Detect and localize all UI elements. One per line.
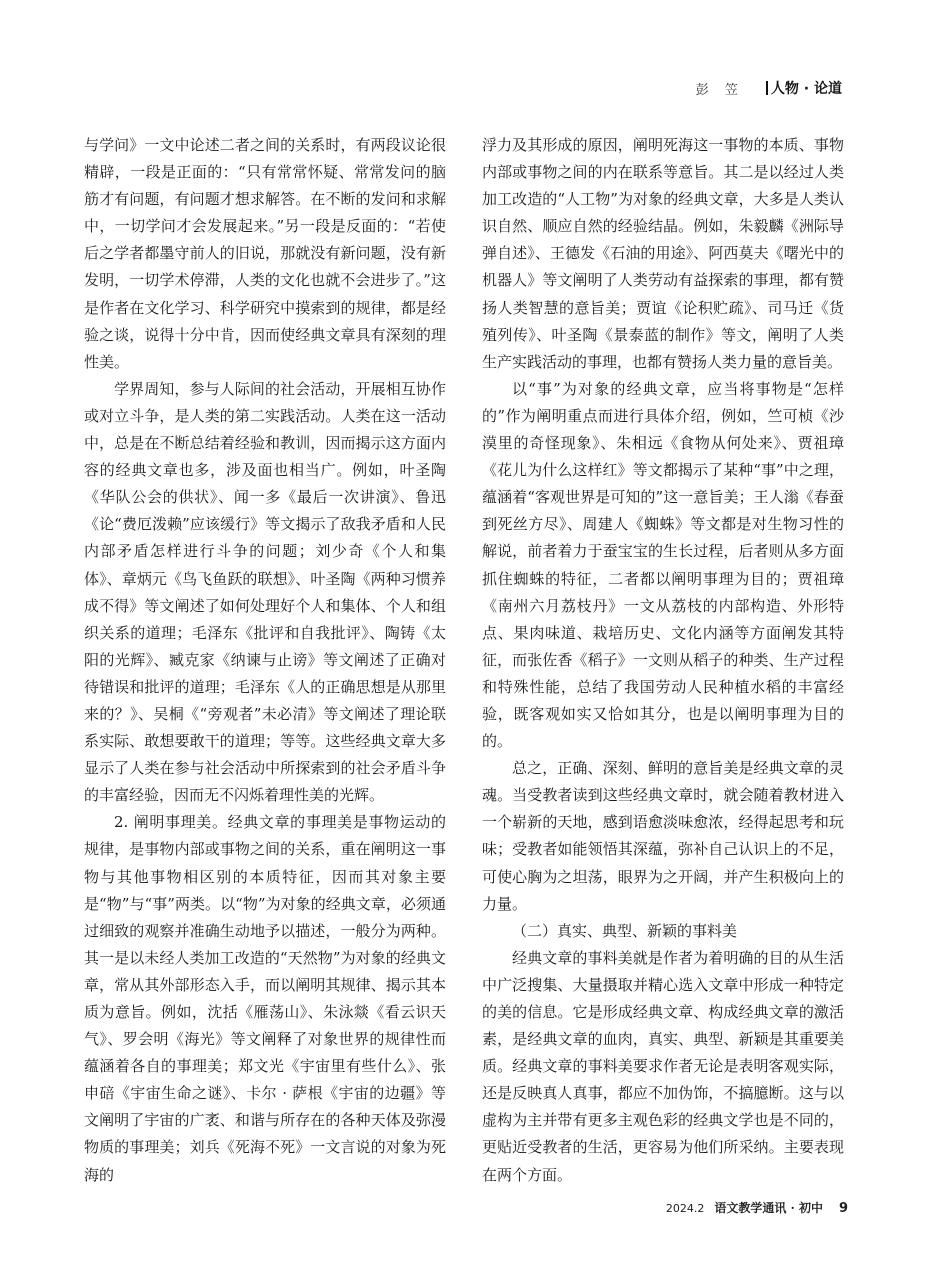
header-section	[766, 78, 842, 98]
right-column	[482, 132, 844, 1189]
header-author: 彭 笠	[695, 82, 744, 98]
running-footer	[666, 1199, 848, 1216]
section-bar	[766, 81, 768, 95]
paragraph: 经典文章的事料美就是作者为着明确的目的从生活中广泛搜集、大量摄取并精心选入文章中形成一种特定的美的信息。它是形成经典文章、构成经典文章的激活素，是经典文章的血肉，真实、典型、新颖是其重要美质。经典文章的事料美要求作者无论是表明客观实际，还是反映真人真事，都应不加伪饰，不搞臆断。这与以虚构为主并带有更多主观色彩的经典文学也是不同的，更贴近受教者的生活，更容易为他们所采纳。主要表现在两个方面。	[482, 948, 844, 1184]
paragraph: 2. 阐明事理美。经典文章的事理美是事物运动的规律，是事物内部或事物之间的关系，重在阐明这一事物与其他事物相区别的本质特征，因而其对象主要是“物”与“事”两类。以“物”为对象的经典文章，必须通过细致的观察并准确生动地予以描述，一般分为两种。其一是以未经人类加工改造的“天然物”为对象的经典文章，常从其外部形态入手，而以阐明其规律、揭示其本质为意旨。例如，沈括《雁荡山》、朱泳燚《看云识天气》、罗会明《海光》等文阐释了对象世界的规律性而蕴涵着各自的事理美；郑文光《宇宙里有些什么》、张申碚《宇宙生命之谜》、卡尔 · 萨根《宇宙的边疆》等文阐明了宇宙的广袤、和谐与所存在的各种天体及弥漫物质的事理美；刘兵《死海不死》一文言说的对象为死海的	[84, 813, 446, 1184]
paragraph: 与学问》一文中论述二者之间的关系时，有两段议论很精辟，一段是正面的：“只有常常怀疑、常常发问的脑筋才有问题，有问题才想求解答。在不断的发问和求解中，一切学问才会发展起来。”另一段是反面的：“若使后之学者都墨守前人的旧说，那就没有新问题，没有新发明，一切学术停滞，人类的文化也就不会进步了。”这是作者在文化学习、科学研究中摸索到的规律，都是经验之谈，说得十分中肯，因而使经典文章具有深刻的理性美。	[84, 136, 446, 371]
running-header	[696, 78, 842, 98]
header-section-label: 人物 · 论道	[770, 81, 842, 97]
footer-issue: 2024.2	[665, 1202, 705, 1215]
footer-journal: 语文教学通讯 · 初中	[714, 1201, 823, 1215]
left-column	[84, 132, 446, 1189]
paragraph: 浮力及其形成的原因，阐明死海这一事物的本质、事物内部或事物之间的内在联系等意旨。其二是以经过人类加工改造的“人工物”为对象的经典文章，大多是人类认识自然、顺应自然的经验结晶。例如，朱毅麟《洲际导弹自述》、王德发《石油的用途》、阿西莫夫《曙光中的机器人》等文阐明了人类劳动有益探索的事理，都有赞扬人类智慧的意旨美；贾谊《论积贮疏》、司马迁《货殖列传》、叶圣陶《景泰蓝的制作》等文，阐明了人类生产实践活动的事理，也都有赞扬人类力量的意旨美。	[482, 136, 844, 371]
paragraph: 以“事”为对象的经典文章，应当将事物是“怎样的”作为阐明重点而进行具体介绍，例如，竺可桢《沙漠里的奇怪现象》、朱相远《食物从何处来》、贾祖璋《花儿为什么这样红》等文都揭示了某种“事”中之理，蕴涵着“客观世界是可知的”这一意旨美；王人滃《春蚕到死丝方尽》、周建人《蜘蛛》等文都是对生物习性的解说，前者着力于蚕宝宝的生长过程，后者则从多方面抓住蜘蛛的特征，二者都以阐明事理为目的；贾祖璋《南州六月荔枝丹》一文从荔枝的内部构造、外形特点、果肉味道、栽培历史、文化内涵等方面阐发其特征，而张佐香《稻子》一文则从稻子的种类、生产过程和特殊性能，总结了我国劳动人民种植水稻的丰富经验，既客观如实又恰如其分，也是以阐明事理为目的的。	[482, 379, 844, 751]
paragraph: 学界周知，参与人际间的社会活动，开展相互协作或对立斗争，是人类的第二实践活动。人类在这一活动中，总是在不断总结着经验和教训，因而揭示这方面内容的经典文章也多，涉及面也相当广。例如，叶圣陶《华队公会的供状》、闻一多《最后一次讲演》、鲁迅《论“费厄泼赖”应该缓行》等文揭示了敌我矛盾和人民内部矛盾怎样进行斗争的问题；刘少奇《个人和集体》、章炳元《鸟飞鱼跃的联想》、叶圣陶《两种习惯养成不得》等文阐述了如何处理好个人和集体、个人和组织关系的道理；毛泽东《批评和自我批评》、陶铸《太阳的光辉》、臧克家《纳谏与止谤》等文阐述了正确对待错误和批评的道理；毛泽东《人的正确思想是从那里来的？》、吴桐《“旁观者”未必清》等文阐述了理论联系实际、敢想要敢干的道理；等等。这些经典文章大多显示了人类在参与社会活动中所探索到的社会矛盾斗争的丰富经验，因而无不闪烁着理性美的光辉。	[84, 379, 446, 805]
page-number: 9	[838, 1201, 848, 1216]
article-body	[84, 132, 844, 1189]
paragraph: 总之，正确、深刻、鲜明的意旨美是经典文章的灵魂。当受教者读到这些经典文章时，就会随着教材进入一个崭新的天地，感到语愈淡味愈浓，经得起思考和玩味；受教者如能领悟其深蕴，弥补自己认识上的不足，可使心胸为之坦荡，眼界为之开阔，并产生积极向上的力量。	[482, 759, 844, 913]
paragraph: （二）真实、典型、新颖的事料美	[512, 921, 738, 940]
